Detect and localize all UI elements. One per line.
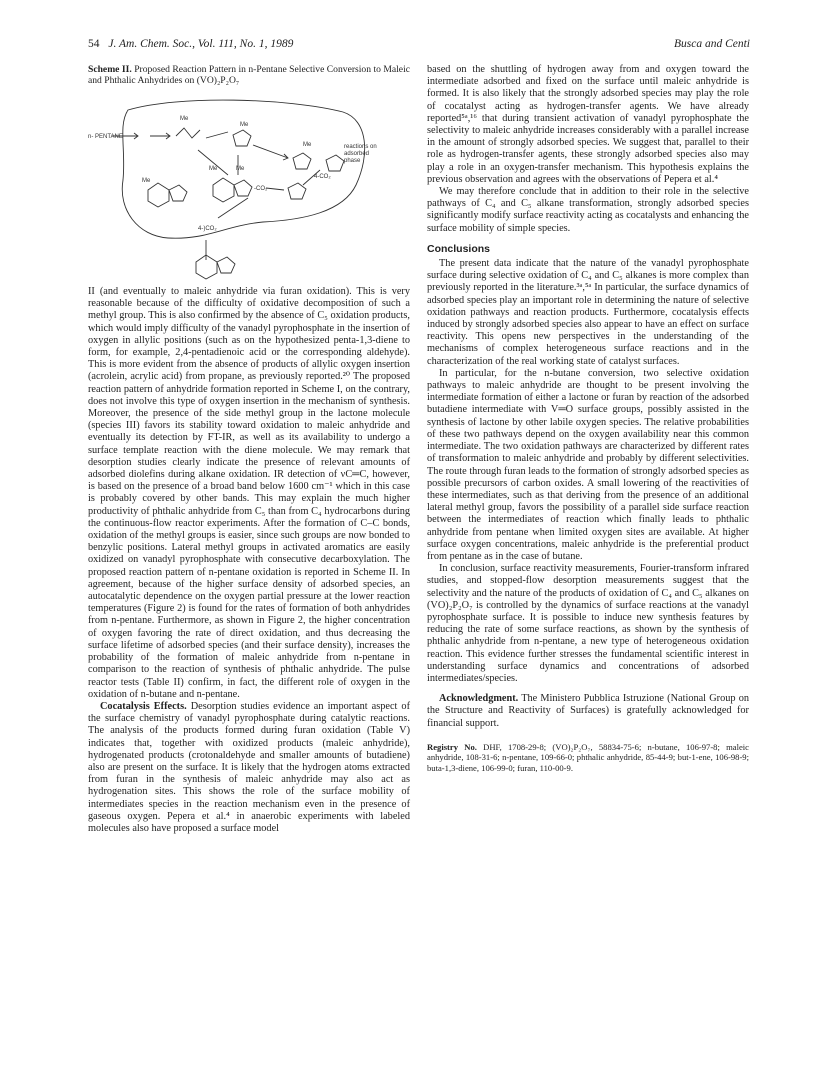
methyl-label-2: Me: [240, 122, 249, 128]
conclusions-paragraph-1: The present data indicate that the nature of the vanadyl pyrophosphate surface during selective oxidation of C₄ and C₅ alkanes is more complex than previously reported in the literature.³ᵃ,⁵ᵃ In particular, the surface dynamics of adsorbed species play an important role in determining the nature of selective oxidation pathways and reaction products. Furthermore, cocatalysis effects induced by strongly adsorbed species also appear to have an effect on surface reactivity. This opens new perspectives in the understanding of the mechanisms of complex heterogeneous surface reactions and in the characterization of the real working state of catalyst surfaces.: [427, 258, 749, 367]
registry-text: DHF, 1708-29-8; (VO)₂P₂O₇, 58834-75-6; n-butane, 106-97-8; maleic anhydride, 108-31-6; n-pentane, 109-66-0; phthalic anhydride, 85-44-9; but-1-ene, 106-98-9; buta-1,3-diene, 106-99-0; furan, 110-00-9.: [427, 741, 749, 773]
reactions-label-1: reactions on: [344, 144, 377, 150]
conclusions-paragraph-2: In particular, for the n-butane conversion, two selective oxidation pathways to maleic anhydride are thought to be present involving the intermediate formation of either a lactone or furan by reaction of the adsorbed butadiene intermediate with V═O surface groups, possibly assisted in the synthesis of lactone by other labile oxygen species. The relative probabilities of these two pathways depend on the oxygen availability near this common intermediate. The two oxidation pathways are characterized by different rates of transformation to maleic anhydride and probably by different selectivities. The route through furan leads to the formation of strongly adsorbed species as possible precursors of carbon oxides. A small lowering of the reactivities of these intermediates, such as that deriving from the presence of an additional lateral methyl group, favors the possibility of a parallel side surface reaction between the intermediates of reaction which finally leads to phthalic anhydride from pentane when limited oxygen sites are available. At higher surface oxygen concentrations, maleic anhydride is the preferential product from pentane as in the case of butane.: [427, 367, 749, 562]
methyl-label-3: Me: [303, 142, 312, 148]
lactone-molecule: [233, 130, 251, 146]
phthalic-anhydride-lactone: [217, 257, 235, 273]
conclusions-heading: Conclusions: [427, 242, 491, 255]
furan-molecule: [293, 153, 311, 169]
arrow-7: [266, 188, 284, 190]
page-number: 54: [88, 38, 100, 50]
right-column: [427, 64, 749, 774]
methyl-label-5: Me: [236, 166, 245, 172]
methyl-label-4: Me: [209, 166, 218, 172]
maleic-anhydride-1: [288, 183, 306, 199]
phthalide-lactone: [169, 185, 187, 201]
right-paragraph-2: We may therefore conclude that in addition to their role in the selective pathways of C₄ and C₅ alkane transformation, strongly adsorbed species significantly modify surface reactivity acting as cocatalysts and enhancing the surface mobility of simple species.: [427, 186, 749, 234]
running-header: [88, 38, 750, 54]
maleic-anhydride-2: [326, 155, 344, 171]
arrow-10: [218, 198, 248, 218]
registry-heading: Registry No.: [427, 741, 477, 752]
aromatic-intermediate: [213, 178, 234, 202]
phthalic-anhydride-ring: [196, 255, 217, 279]
scheme-caption-text: Proposed Reaction Pattern in n-Pentane Selective Conversion to Maleic and Phthalic Anhydrides on (VO)₂P₂O₇: [88, 64, 410, 86]
arrow-3: [206, 132, 228, 138]
acknowledgment-heading: Acknowledgment.: [439, 693, 519, 705]
arrow-4: [253, 145, 288, 158]
co2-label-3: 4-)CO₂: [198, 226, 217, 232]
left-paragraph-1: II (and eventually to maleic anhydride via furan oxidation). This is very reasonable because of the difficulty of oxidative decomposition of such a methyl group. This is also confirmed by the absence of C₅ oxidation products, which would imply difficulty of the vanadyl pyrophosphate in the insertion of oxygen in allylic positions (such as on the hypothesized penta-1,3-diene to form, for example, 2,4-pentadienoic acid or the corresponding aldehyde). This is more evident from the absence of products of allylic oxygen insertion (acrolein, acrylic acid) from propane, as previously reported.²⁰ The proposed reaction pattern of anhydride formation reported in Scheme I, on the contrary, does not involve this type of oxygen insertion in the mechanism of synthesis. Moreover, the presence of the side methyl group in the lactone molecule (species III) favors its stability toward oxidation to maleic anhydride and eventually its detection by FT-IR, as well as its availability to undergo a surface template reaction with the diene molecule. We may remark that desorption studies clearly indicate the presence of relevant amounts of adsorbed diolefins during alkane oxidation. IR detection of νC═C, however, is based on the presence of a broad band below 1600 cm⁻¹ which in this case is probably covered by other bands. This may explain the much higher productivity of phthalic anhydride from C₅ than from C₄ hydrocarbons during the continuous-flow reactor experiments. After the formation of C–C bonds, oxidation of the methyl groups is easier, since such groups are now bonded to benzylic positions. Lateral methyl groups in activated aromatics are easily oxidized on vanadyl pyrophosphate with consecutive decarboxylation. The proposed reaction pattern of n-pentane oxidation is reported in Scheme II. In agreement, because of the higher surface density of adsorbed species, an autocatalytic dependence on the oxygen partial pressure at the lower reaction temperatures (Figure 2) is found for the rates of formation of both anhydrides from n-pentane. Furthermore, as shown in Figure 2, the higher concentration of oxygen favoring the rate of direct oxidation, and thus decreasing the surface lifetime of adsorbed species (and their surface density), increases the probability of the formation of maleic anhydride from n-pentane in comparison to the reaction of synthesis of phthalic anhydride. The pulse reactor tests (Table II) confirm, in fact, the different role of oxygen in the oxidation of n-butane and n-pentane.: [88, 286, 410, 700]
fused-lactone: [234, 180, 252, 196]
cocatalysis-text: Desorption studies evidence an important aspect of the surface chemistry of vanadyl pyrophosphate during catalytic reactions. The analysis of the products formed during furan oxidation (Table V) indicates that, together with oxidized products (maleic anhydride), hydrogenated products (crotonaldehyde and smaller amounts of butadiene) also are present on the surface. It is likely that the hydrogen atoms extracted from furan in the synthesis of maleic anhydride may also act as hydrogenation sites. This shows the role of the surface mobility of intermediates species in the reaction mechanism even in the presence of gaseous oxygen. Pepera et al.⁴ in anaerobic experiments with labeled molecules also have proposed a surface model: [88, 700, 410, 834]
n-pentane-label: n- PENTANE: [88, 134, 123, 140]
co2-label-1: -CO₂: [254, 186, 268, 192]
phthalide-ring: [148, 183, 169, 207]
author-names: Busca and Centi: [673, 38, 750, 50]
scheme-caption: [88, 64, 410, 86]
co2-label-2: 4-CO₂: [314, 174, 331, 180]
left-column: [88, 64, 410, 835]
diene-molecule: [176, 128, 200, 138]
methyl-label-1: Me: [180, 116, 189, 122]
cocatalysis-heading: Cocatalysis Effects.: [100, 700, 187, 712]
scheme-label: Scheme II.: [88, 64, 132, 75]
registry-numbers: [427, 742, 749, 774]
reactions-label-2: adsorbed: [344, 151, 370, 157]
reactions-label-3: phase: [344, 158, 361, 164]
methyl-label-6: Me: [142, 178, 151, 184]
reaction-scheme-figure: [88, 90, 410, 280]
right-paragraph-1: based on the shuttling of hydrogen away from and oxygen toward the intermediate adsorbed and fixed on the surface until maleic anhydride is formed. It is also likely that the strongly adsorbed species may play the role of cocatalyst acting as hydrogen-transfer agents. We have already reported⁵ᵃ,¹⁶ that during transient activation of vanadyl pyrophosphate the selectivity to maleic anhydride increases considerably with a parallel increase in the amount of strongly adsorbed species. We suggest that, parallel to their role as hydrogen-transfer agents, these strongly adsorbed species also may play a role in an oxygen-transfer mechanism. This hypothesis explains the previous observation and agrees with the observations of Pepera et al.⁴: [427, 64, 749, 185]
left-paragraph-2: [88, 701, 410, 835]
conclusions-paragraph-3: In conclusion, surface reactivity measurements, Fourier-transform infrared studies, and stopped-flow desorption measurements suggest that the selectivity and the nature of the products of oxidation of C₄ and C₅ alkanes on (VO)₂P₂O₇ is controlled by the dynamics of surface reactions at the vanadyl pyrophosphate surface. It is possible to induce new synthesis features by reducing the rate of some surface reactions, as shown by the synthesis of phthalic anhydride from n-pentane, a new type of heterogeneous oxidation reaction. This evidence further stresses the fundamental scientific interest in understanding surface dynamics and concentrations of adsorbed intermediates/species.: [427, 563, 749, 684]
acknowledgment: [427, 693, 749, 730]
journal-citation: J. Am. Chem. Soc., Vol. 111, No. 1, 1989: [108, 38, 294, 50]
acknowledgment-text: The Ministero Pubblica Istruzione (National Group on the Structure and Reactivity of Surfaces) is gratefully acknowledged for financial support.: [427, 693, 749, 729]
